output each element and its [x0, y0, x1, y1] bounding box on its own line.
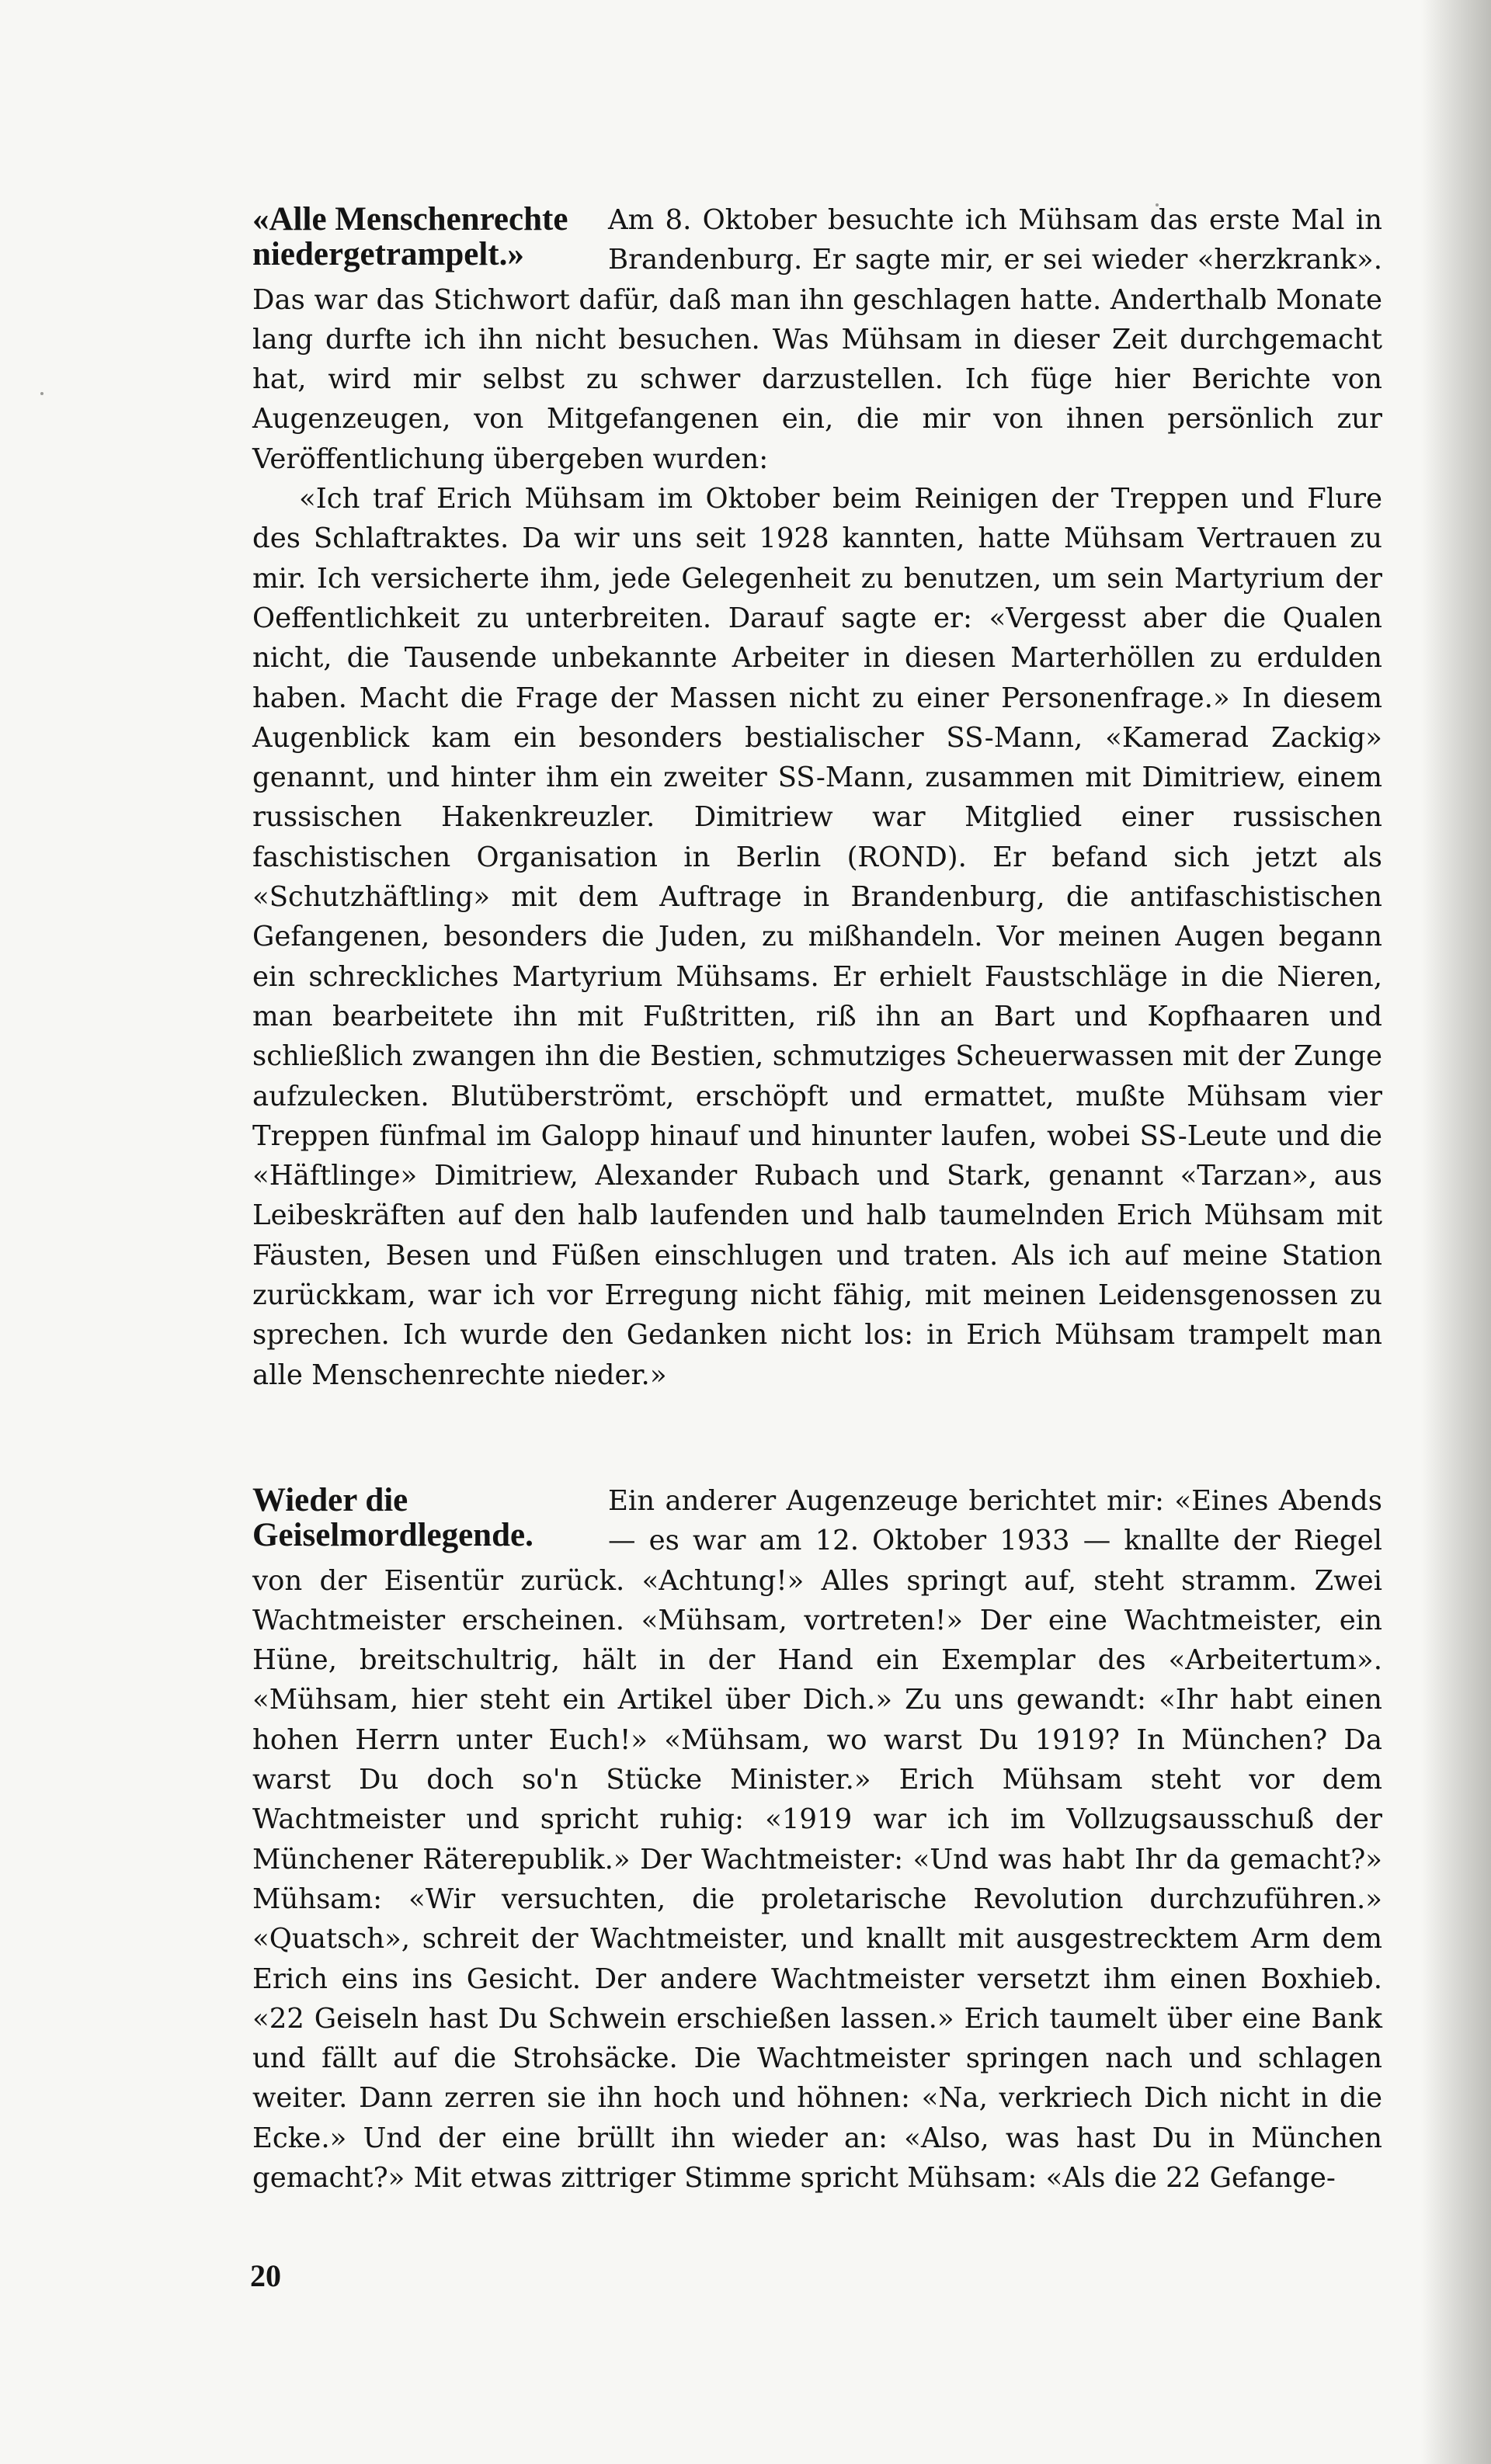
side-heading: Wieder die Geiselmordlegende. [252, 1482, 533, 1553]
section-alle-menschenrechte [252, 200, 1382, 1395]
section-geiselmordlegende [252, 1481, 1382, 2198]
page-edge-shadow [1421, 0, 1491, 2464]
paragraph: «Ich traf Erich Mühsam im Oktober beim Reinigen der Treppen und Flure des Schlaftraktes. Da wir uns seit 1928 kannten, hatte Mühsam Vertrauen zu mir. Ich versicherte ihm, jede Gelegenheit zu benutzen, um sein Martyrium der Oeffentlichkeit zu unterbreiten. Darauf sagte er: «Vergesst aber die Qualen nicht, die Tausende unbekannte Arbeiter in diesen Marterhöllen zu erdulden haben. Macht die Frage der Massen nicht zu einer Personenfrage.» In diesem Augenblick kam ein besonders bestialischer SS-Mann, «Kamerad Zackig» genannt, und hinter ihm ein zweiter SS-Mann, zusammen mit Dimitriew, einem russischen Hakenkreuzler. Dimitriew war Mitglied einer russischen faschistischen Organisation in Berlin (ROND). Er befand sich jetzt als «Schutzhäftling» mit dem Auftrage in Brandenburg, die antifaschistischen Gefangenen, besonders die Juden, zu mißhandeln. Vor meinen Augen begann ein schreckliches Martyrium Mühsams. Er erhielt Faustschläge in die Nieren, man bearbeitete ihn mit Fußtritten, riß ihn an Bart und Kopfhaaren und schließlich zwangen ihn die Bestien, schmutziges Scheuerwassen mit der Zunge aufzulecken. Blutüberströmt, erschöpft und ermattet, mußte Mühsam vier Treppen fünfmal im Galopp hinauf und hinunter laufen, wobei SS-Leute und die «Häftlinge» Dimitriew, Alexander Rubach und Stark, genannt «Tarzan», aus Leibeskräften auf den halb laufenden und halb taumelnden Erich Mühsam mit Fäusten, Besen und Füßen einschlugen und traten. Als ich auf meine Station zurückkam, war ich vor Erregung nicht fähig, mit meinen Leidensgenossen zu sprechen. Ich wurde den Gedanken nicht los: in Erich Mühsam trampelt man alle Menschenrechte nieder.» [252, 483, 1382, 1391]
paragraph: Ein anderer Augenzeuge berichtet mir: «Eines Abends — es war am 12. Oktober 1933 — knallte der Riegel von der Eisentür zurück. «Achtung!» Alles springt auf, steht stramm. Zwei Wachtmeister erscheinen. «Mühsam, vortreten!» Der eine Wachtmeister, ein Hüne, breitschultrig, hält in der Hand ein Exemplar des «Arbeitertum». «Mühsam, hier steht ein Artikel über Dich.» Zu uns gewandt: «Ihr habt einen hohen Herrn unter Euch!» «Mühsam, wo warst Du 1919? In München? Da warst Du doch so'n Stücke Minister.» Erich Mühsam steht vor dem Wachtmeister und spricht ruhig: «1919 war ich im Vollzugsausschuß der Münchener Räterepublik.» Der Wachtmeister: «Und was habt Ihr da gemacht?» Mühsam: «Wir versuchten, die proletarische Revolution durchzuführen.» «Quatsch», schreit der Wachtmeister, und knallt mit ausgestrecktem Arm dem Erich eins ins Gesicht. Der andere Wachtmeister versetzt ihm einen Boxhieb. «22 Geiseln hast Du Schwein erschießen lassen.» Erich taumelt über eine Bank und fällt auf die Strohsäcke. Die Wachtmeister springen nach und schlagen weiter. Dann zerren sie ihn hoch und höhnen: «Na, verkriech Dich nicht in die Ecke.» Und der eine brüllt ihn wieder an: «Also, was hast Du in München gemacht?» Mit etwas zittriger Stimme spricht Mühsam: «Als die 22 Gefange- [252, 1485, 1382, 2195]
print-speck [40, 392, 43, 395]
paragraph: Am 8. Oktober besuchte ich Mühsam das erste Mal in Brandenburg. Er sagte mir, er sei wieder «herzkrank». Das war das Stichwort dafür, daß man ihn geschlagen hatte. Anderthalb Monate lang durfte ich ihn nicht besuchen. Was Mühsam in dieser Zeit durchgemacht hat, wird mir selbst zu schwer darzustellen. Ich füge hier Berichte von Augenzeugen, von Mitgefangenen ein, die mir von ihnen persönlich zur Veröffentlichung übergeben wurden: [252, 204, 1382, 475]
page-number: 20 [250, 2258, 281, 2293]
side-heading: «Alle Menschenrechte niedergetrampelt.» [252, 201, 568, 272]
